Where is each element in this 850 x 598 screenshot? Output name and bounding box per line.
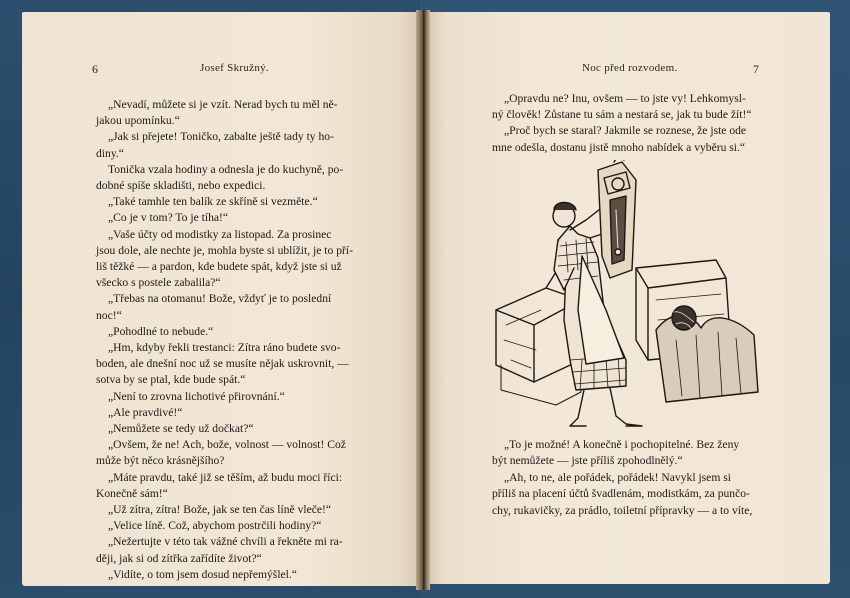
text-line: příliš na placení účtů švadlenám, modistkám, za punčo- [492,487,750,501]
text-line: „Opravdu ne? Inu, ovšem — to jste vy! Lehkomysl- [504,92,746,105]
text-line: „Máte pravdu, také již se těším, až budu moci říci: [108,470,343,484]
text-line: „To je možné! A konečně i pochopitelné. Bez ženy [504,438,740,451]
text-line: sotva by se ptal, kde bude spát.“ [96,373,246,387]
text-line: „Také tamhle ten balík ze skříně si vezměte.“ [108,195,318,209]
text-line: dobné spíše skladišti, nebo expedici. [96,179,266,192]
text-line: mne odešla, dostanu jistě mnoho nabídek a vyběru si.“ [492,140,746,154]
text-line: jakou upomínku.“ [96,114,180,128]
woman-carrying-clock-illustration [486,160,766,440]
text-line: „Nemůžete se tedy už dočkat?“ [108,422,254,435]
text-line: „Nevadí, můžete si je vzít. Nerad bych tu měl ně- [108,98,338,111]
text-line: „Třebas na otomanu! Bože, vždyť je to poslední [108,292,332,306]
text-line: Tonička vzala hodiny a odnesla je do kuchyně, po- [108,162,344,176]
text-line: „Vaše účty od modistky za listopad. Za prosinec [108,227,332,241]
left-running-header: Josef Skružný. [200,62,269,74]
left-page-number: 6 [92,62,99,76]
right-page [426,12,830,584]
text-line: liš těžké — a pardon, kde budete spát, když jste si už [96,260,342,273]
text-line: ný člověk! Zůstane tu sám a nestará se, jak tu bude žít!“ [492,108,752,122]
text-line: noc!“ [96,308,122,322]
text-line: „Už zítra, zítra! Bože, jak se ten čas líně vleče!“ [108,503,332,516]
text-line: „Ale pravdivé!“ [108,405,183,419]
right-page-number: 7 [753,62,760,76]
text-line: „Vidíte, o tom jsem dosud nepřemýšlel.“ [108,567,297,581]
text-line: „Co je v tom? To je tíha!“ [108,211,229,225]
text-line: „Proč bych se staral? Jakmile se roznese, že jste ode [504,124,747,138]
text-line: diny.“ [96,146,124,160]
text-line: „Hm, kdyby řekli trestanci: Zítra ráno budete svo- [108,341,341,354]
text-line: „Nežertujte v této tak vážné chvíli a řekněte mi ra- [108,535,343,549]
text-line: „Pohodlné to nebude.“ [108,324,214,338]
text-line: jsou dole, ale nechte je, mohla byste si ublížit, je to pří- [96,243,353,257]
left-page [22,12,419,586]
text-line: „Ah, to ne, ale pořádek, pořádek! Navykl jsem si [504,470,731,484]
book-gutter [416,10,430,590]
text-line: „Ovšem, že ne! Ach, bože, volnost — volnost! Což [108,438,346,452]
text-line: chy, rukavičky, za prádlo, toiletní přípravky — a to víte, [492,503,753,517]
text-line: být nemůžete — jste příliš zpohodlnělý.“ [492,454,683,468]
right-running-header: Noc před rozvodem. [582,62,678,74]
text-line: „Jak si přejete! Toničko, zabalte ještě tady ty ho- [108,130,334,144]
text-line: Konečně sám!“ [96,486,168,500]
text-line: boden, ale dnešní noc už se musíte nějak uskrovnit, — [96,357,349,371]
text-line: „Velice líně. Což, abychom postrčili hodiny?“ [108,519,322,533]
text-line: ději, jak si od zítřka zařídíte život?“ [96,551,262,565]
text-line: všecko s postele zabalila?“ [96,276,221,290]
text-line: „Není to zrovna lichotivé přirovnání.“ [108,389,285,403]
text-line: může být něco krásnějšího? [96,454,225,468]
